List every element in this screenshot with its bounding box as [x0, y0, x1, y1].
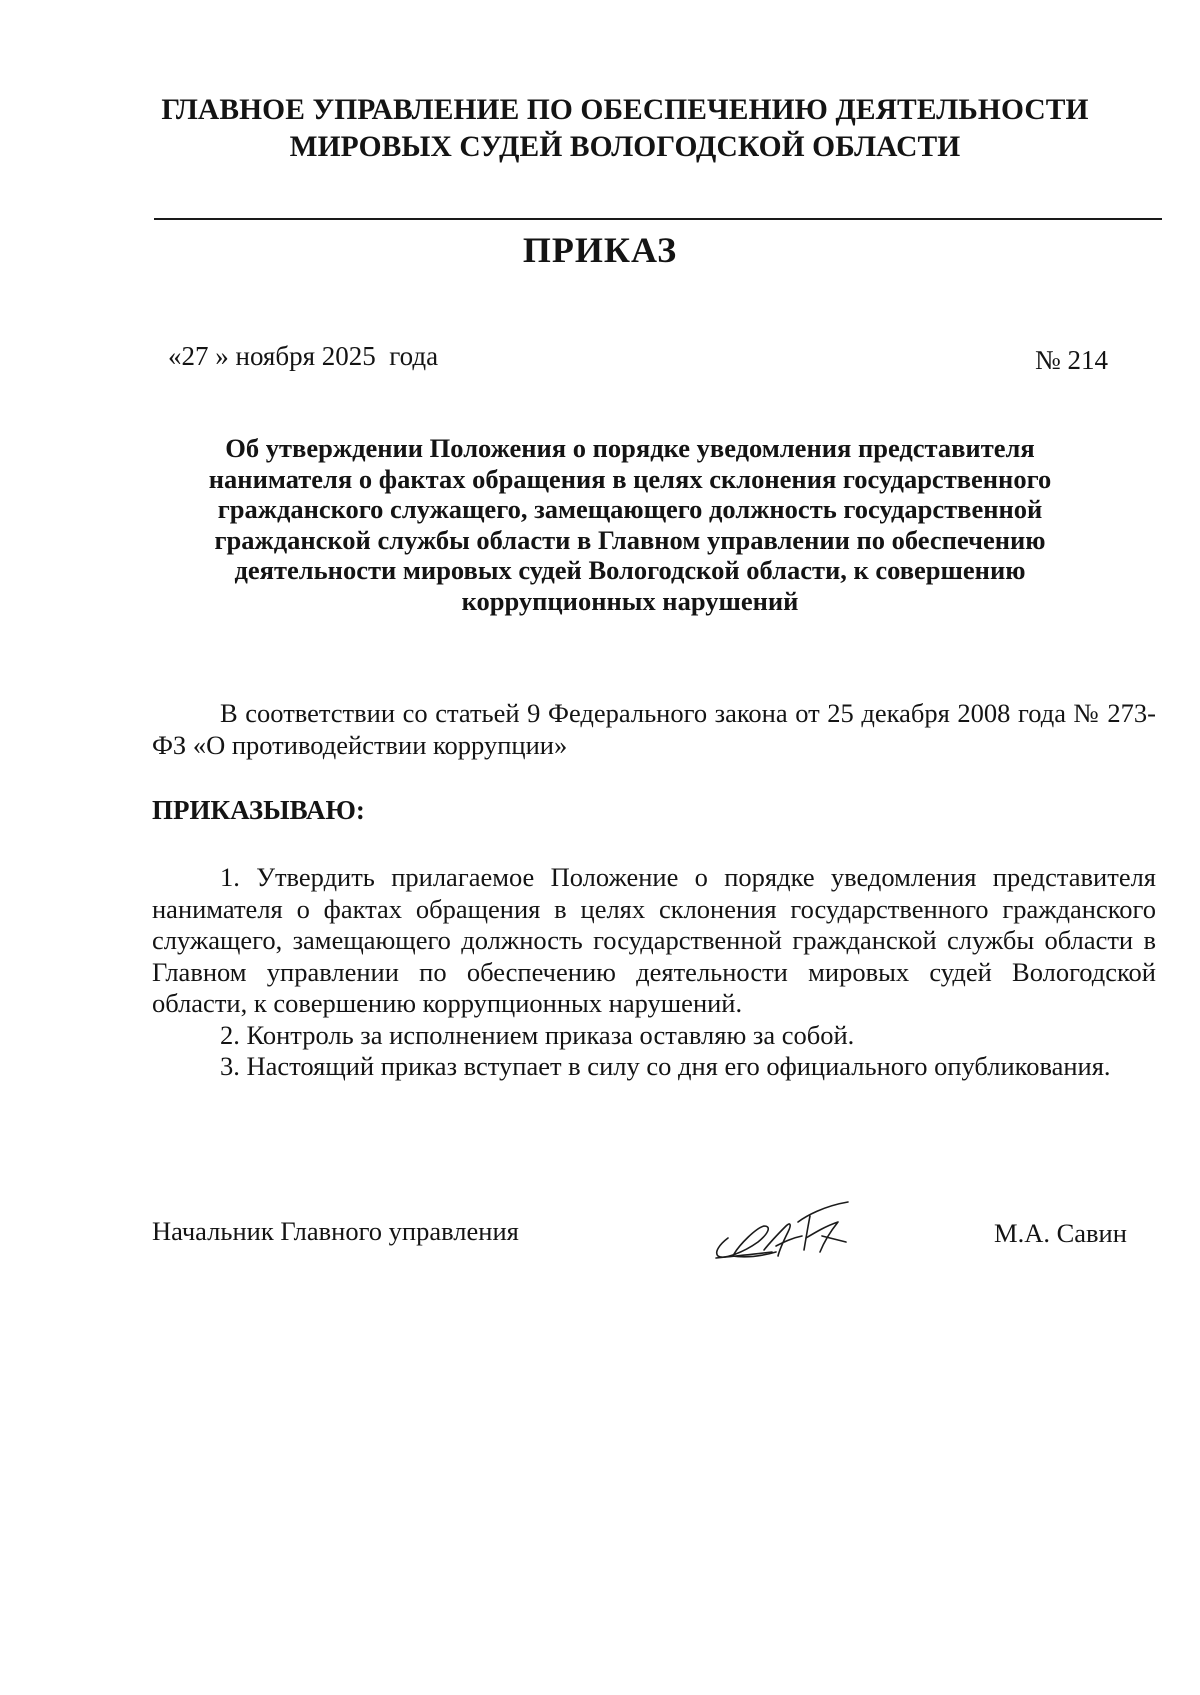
- organization-line-1: ГЛАВНОЕ УПРАВЛЕНИЕ ПО ОБЕСПЕЧЕНИЮ ДЕЯТЕЛЬНОСТИ: [161, 94, 1089, 126]
- order-item-3: 3. Настоящий приказ вступает в силу со дня его официального опубликования.: [220, 1051, 1111, 1081]
- signatory-position: Начальник Главного управления: [152, 1216, 519, 1246]
- document-subject: Об утверждении Положения о порядке уведомления представителя нанимателя о фактах обращения в целях склонения государственного гражданского служащего, замещающего должность государственной гражданской службы области в Главном управлении по обеспечению деятельности мировых судей Вологодской области, к совершению коррупционных нарушений: [208, 433, 1052, 616]
- signatory-name: М.А. Савин: [994, 1218, 1127, 1248]
- preamble-paragraph: В соответствии со статьей 9 Федерального закона от 25 декабря 2008 года № 273-ФЗ «О противодействии коррупции»: [152, 698, 1156, 760]
- document-date: «27 » ноября 2025 года: [168, 341, 439, 371]
- organization-line-2: МИРОВЫХ СУДЕЙ ВОЛОГОДСКОЙ ОБЛАСТИ: [289, 131, 961, 163]
- document-number: № 214: [1034, 345, 1108, 375]
- order-heading: ПРИКАЗЫВАЮ:: [152, 795, 365, 825]
- document-title: ПРИКАЗ: [522, 230, 678, 270]
- order-item-1: 1. Утвердить прилагаемое Положение о порядке уведомления представителя нанимателя о фактах обращения в целях склонения государственного гражданского служащего, замещающего должность государственной гражданской службы области в Главном управлении по обеспечению деятельности мировых судей Вологодской области, к совершению коррупционных нарушений.: [152, 862, 1156, 1018]
- header-divider: [154, 218, 1162, 220]
- organization-header: [140, 92, 1110, 166]
- order-items: [152, 862, 1156, 1083]
- order-item-2: 2. Контроль за исполнением приказа оставляю за собой.: [220, 1019, 855, 1050]
- handwritten-signature: [706, 1192, 866, 1272]
